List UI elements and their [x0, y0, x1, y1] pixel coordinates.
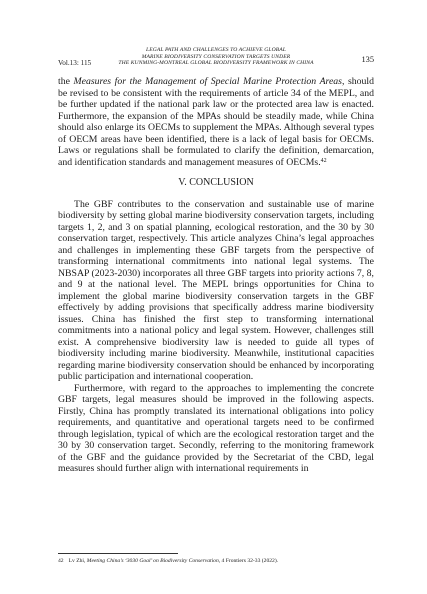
paragraph: The GBF contributes to the conservation and sustainable use of marine biodiversity by setting global marine biodiversity conservation targets, including targets 1, 2, and 3 on spatial planning, ecological restoration, and the 30 by 30 conservation target, respectively. This article analyzes China’s legal approaches and challenges in implementing these GBF targets from the perspective of transforming international commitments into national legal systems. The NBSAP (2023-2030) incorporates all three GBF targets into priority actions 7, 8, and 9 at the national level. The MEPL brings opportunities for China to implement the global marine biodiversity conservation targets in the GBF effectively by adding provisions that specifically address marine biodiversity issues. China has finished the first step to transforming international commitments into a national policy and legal system. However, challenges still exist. A comprehensive biodiversity law is needed to guide all types of biodiversity including marine biodiversity. Meanwhile, institutional capacities regarding marine biodiversity conservation should be enhanced by incorporating public participation and international cooperation.	[58, 198, 374, 382]
running-header	[58, 45, 374, 75]
page-number: 135	[361, 55, 374, 64]
body-text	[58, 76, 374, 475]
italic-title: Measures for the Management of Special Marine Protection Areas	[73, 76, 342, 87]
volume-label: Vol.13: 115	[58, 59, 92, 67]
footnote	[58, 558, 374, 565]
text-run: , should be revised to be consistent with the requirements of article 34 of the MEPL, and be further updated if the national park law or the protected area law is enacted. Furthermore, the expansion of the MPAs should be steadily made, while China should also enlarge its OECMs to supplement the MPAs. Although several types of OECM areas have been identified, there is a lack of legal basis for OECMs. Laws or regulations shall be formulated to clarify the definition, demarcation, and identification standards and management measures of OECMs.	[58, 76, 374, 168]
footnote-ref[interactable]: 42	[320, 157, 327, 164]
footnote-number: 42	[58, 558, 64, 564]
section-heading: V. CONCLUSION	[178, 177, 254, 188]
paragraph	[58, 76, 374, 168]
running-title-line: THE KUNMING-MONTREAL GLOBAL BIODIVERSITY FRAMEWORK IN CHINA	[118, 60, 314, 67]
running-title	[58, 47, 374, 67]
footnote-title: Meeting China’s ‘3030 Goal’ on Biodiversity Conservation	[86, 558, 219, 564]
footnote-author: Lv Zhi,	[68, 558, 87, 564]
running-title-line: LEGAL PATH AND CHALLENGES TO ACHIEVE GLOBAL	[145, 47, 287, 53]
running-title-line: MARINE BIODIVERSITY CONSERVATION TARGETS UNDER	[141, 53, 291, 60]
text-run: the	[58, 76, 74, 87]
footnote-divider	[58, 553, 178, 554]
paragraph: Furthermore, with regard to the approaches to implementing the concrete GBF targets, legal measures should be improved in the following aspects. Firstly, China has promptly translated its international obligations into policy requirements, and quantitative and operational targets need to be confirmed through legislation, typical of which are the ecological restoration target and the 30 by 30 conservation target. Secondly, referring to the monitoring framework of the GBF and the guidance provided by the Secretariat of the CBD, legal measures should further align with international requirements in	[58, 382, 374, 474]
footnote-citation: , 4 Frontiers 32-33 (2022).	[218, 558, 279, 564]
